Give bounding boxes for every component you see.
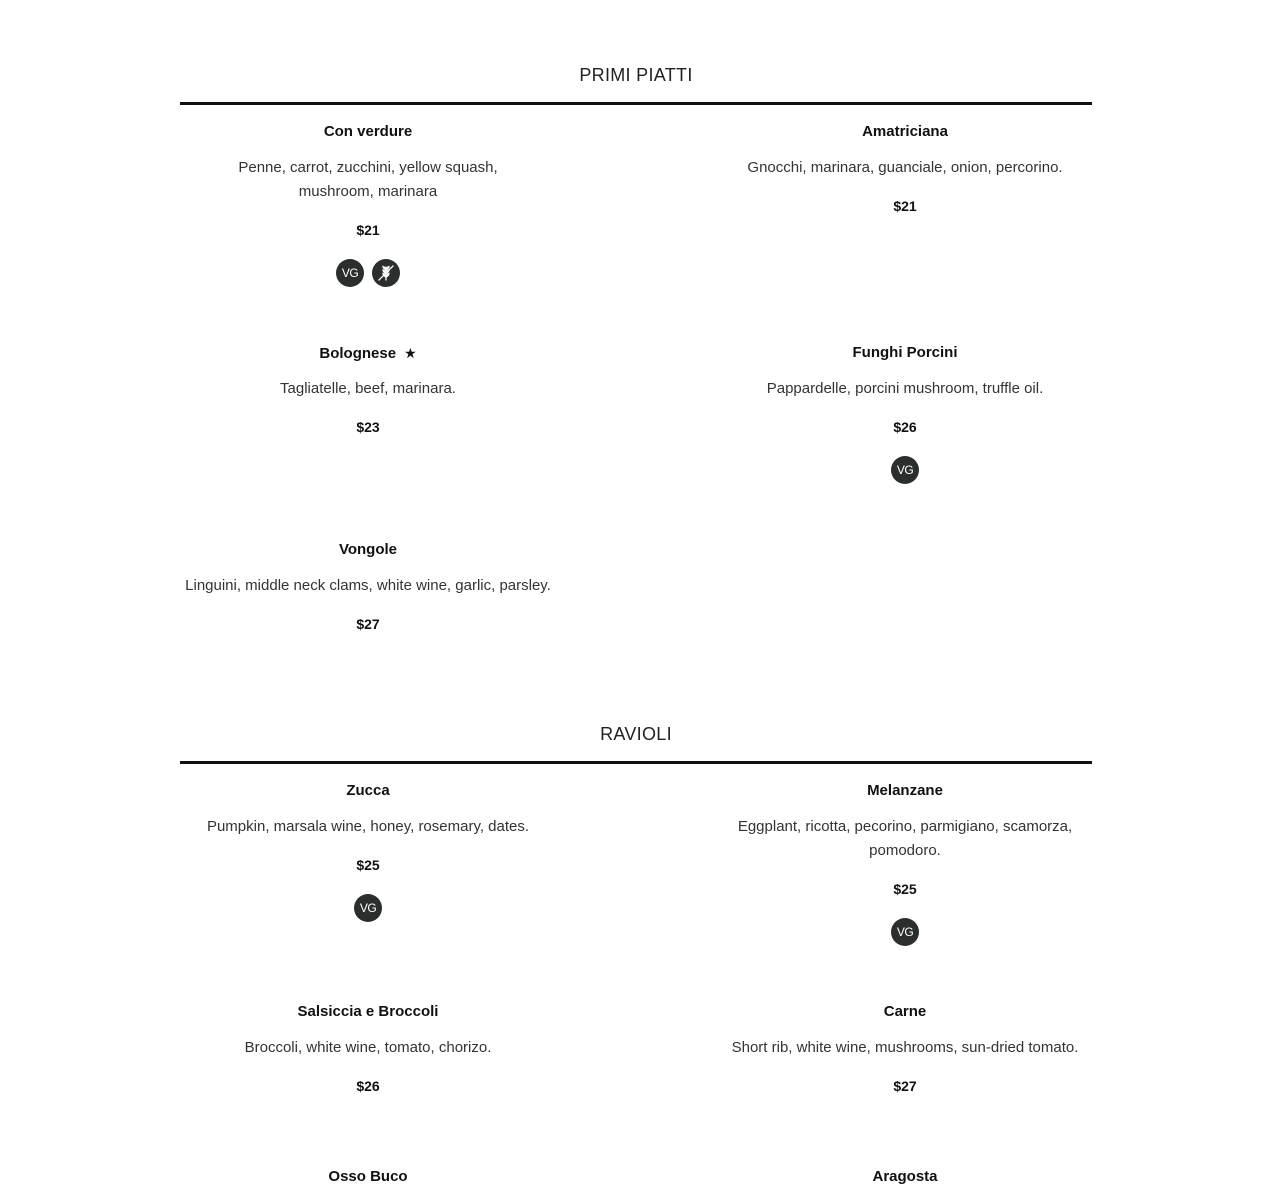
vegetarian-badge: VG [354, 894, 382, 922]
item-price: $27 [893, 1078, 917, 1094]
item-description: Pumpkin, marsala wine, honey, rosemary, dates. [206, 818, 530, 835]
item-name-text: Bolognese [319, 345, 397, 362]
item-price: $23 [356, 419, 380, 435]
dietary-badges [715, 918, 1095, 946]
dietary-badges [178, 894, 558, 922]
dietary-badges [715, 456, 1095, 484]
item-name: Carne [883, 1003, 927, 1020]
menu-item-melanzane [715, 781, 1095, 946]
item-price: $25 [356, 857, 380, 873]
item-description: Pappardelle, porcini mushroom, truffle oil. [766, 380, 1044, 397]
section-title-primi-piatti: PRIMI PIATTI [579, 65, 693, 85]
section-title-ravioli: RAVIOLI [600, 724, 672, 744]
item-name: Amatriciana [862, 123, 948, 140]
star-icon: ★ [404, 345, 417, 361]
menu-item-amatriciana [715, 122, 1095, 216]
item-description: Short rib, white wine, mushrooms, sun-dried tomato. [731, 1039, 1079, 1056]
menu-item-zucca [178, 781, 558, 922]
item-price: $21 [356, 222, 380, 238]
item-description: Penne, carrot, zucchini, yellow squash, mushroom, marinara [238, 159, 498, 200]
vegetarian-badge: VG [336, 259, 364, 287]
menu-item-osso-buco [178, 1167, 558, 1187]
item-name: Salsiccia e Broccoli [297, 1003, 439, 1020]
section-divider [180, 761, 1092, 764]
item-name: Vongole [338, 541, 398, 558]
vegetarian-badge: VG [891, 918, 919, 946]
item-name: Aragosta [872, 1168, 938, 1185]
item-name: Osso Buco [328, 1168, 408, 1185]
dietary-badges [178, 259, 558, 287]
item-name: Melanzane [867, 782, 943, 799]
menu-item-bolognese [178, 343, 558, 437]
menu-item-vongole [178, 540, 558, 634]
menu-item-salsiccia-e-broccoli [178, 1002, 558, 1096]
item-price: $26 [356, 1078, 380, 1094]
item-description: Broccoli, white wine, tomato, chorizo. [244, 1039, 492, 1056]
vegetarian-badge: VG [891, 456, 919, 484]
item-description: Tagliatelle, beef, marinara. [280, 380, 456, 397]
section-divider [180, 102, 1092, 105]
item-description: Gnocchi, marinara, guanciale, onion, percorino. [747, 159, 1063, 176]
item-name: Con verdure [323, 123, 413, 140]
item-description: Linguini, middle neck clams, white wine, garlic, parsley. [185, 577, 551, 594]
menu-item-carne [715, 1002, 1095, 1096]
menu-item-aragosta [715, 1167, 1095, 1187]
item-name: Funghi Porcini [852, 344, 958, 361]
item-price: $27 [356, 616, 380, 632]
menu-item-con-verdure [178, 122, 558, 287]
menu-item-funghi-porcini [715, 343, 1095, 484]
item-price: $25 [893, 881, 917, 897]
item-description: Eggplant, ricotta, pecorino, parmigiano, scamorza, pomodoro. [737, 818, 1073, 859]
item-name: Zucca [346, 782, 390, 799]
item-price: $21 [893, 198, 917, 214]
item-name [178, 343, 558, 363]
item-price: $26 [893, 419, 917, 435]
gluten-free-icon [372, 259, 400, 287]
